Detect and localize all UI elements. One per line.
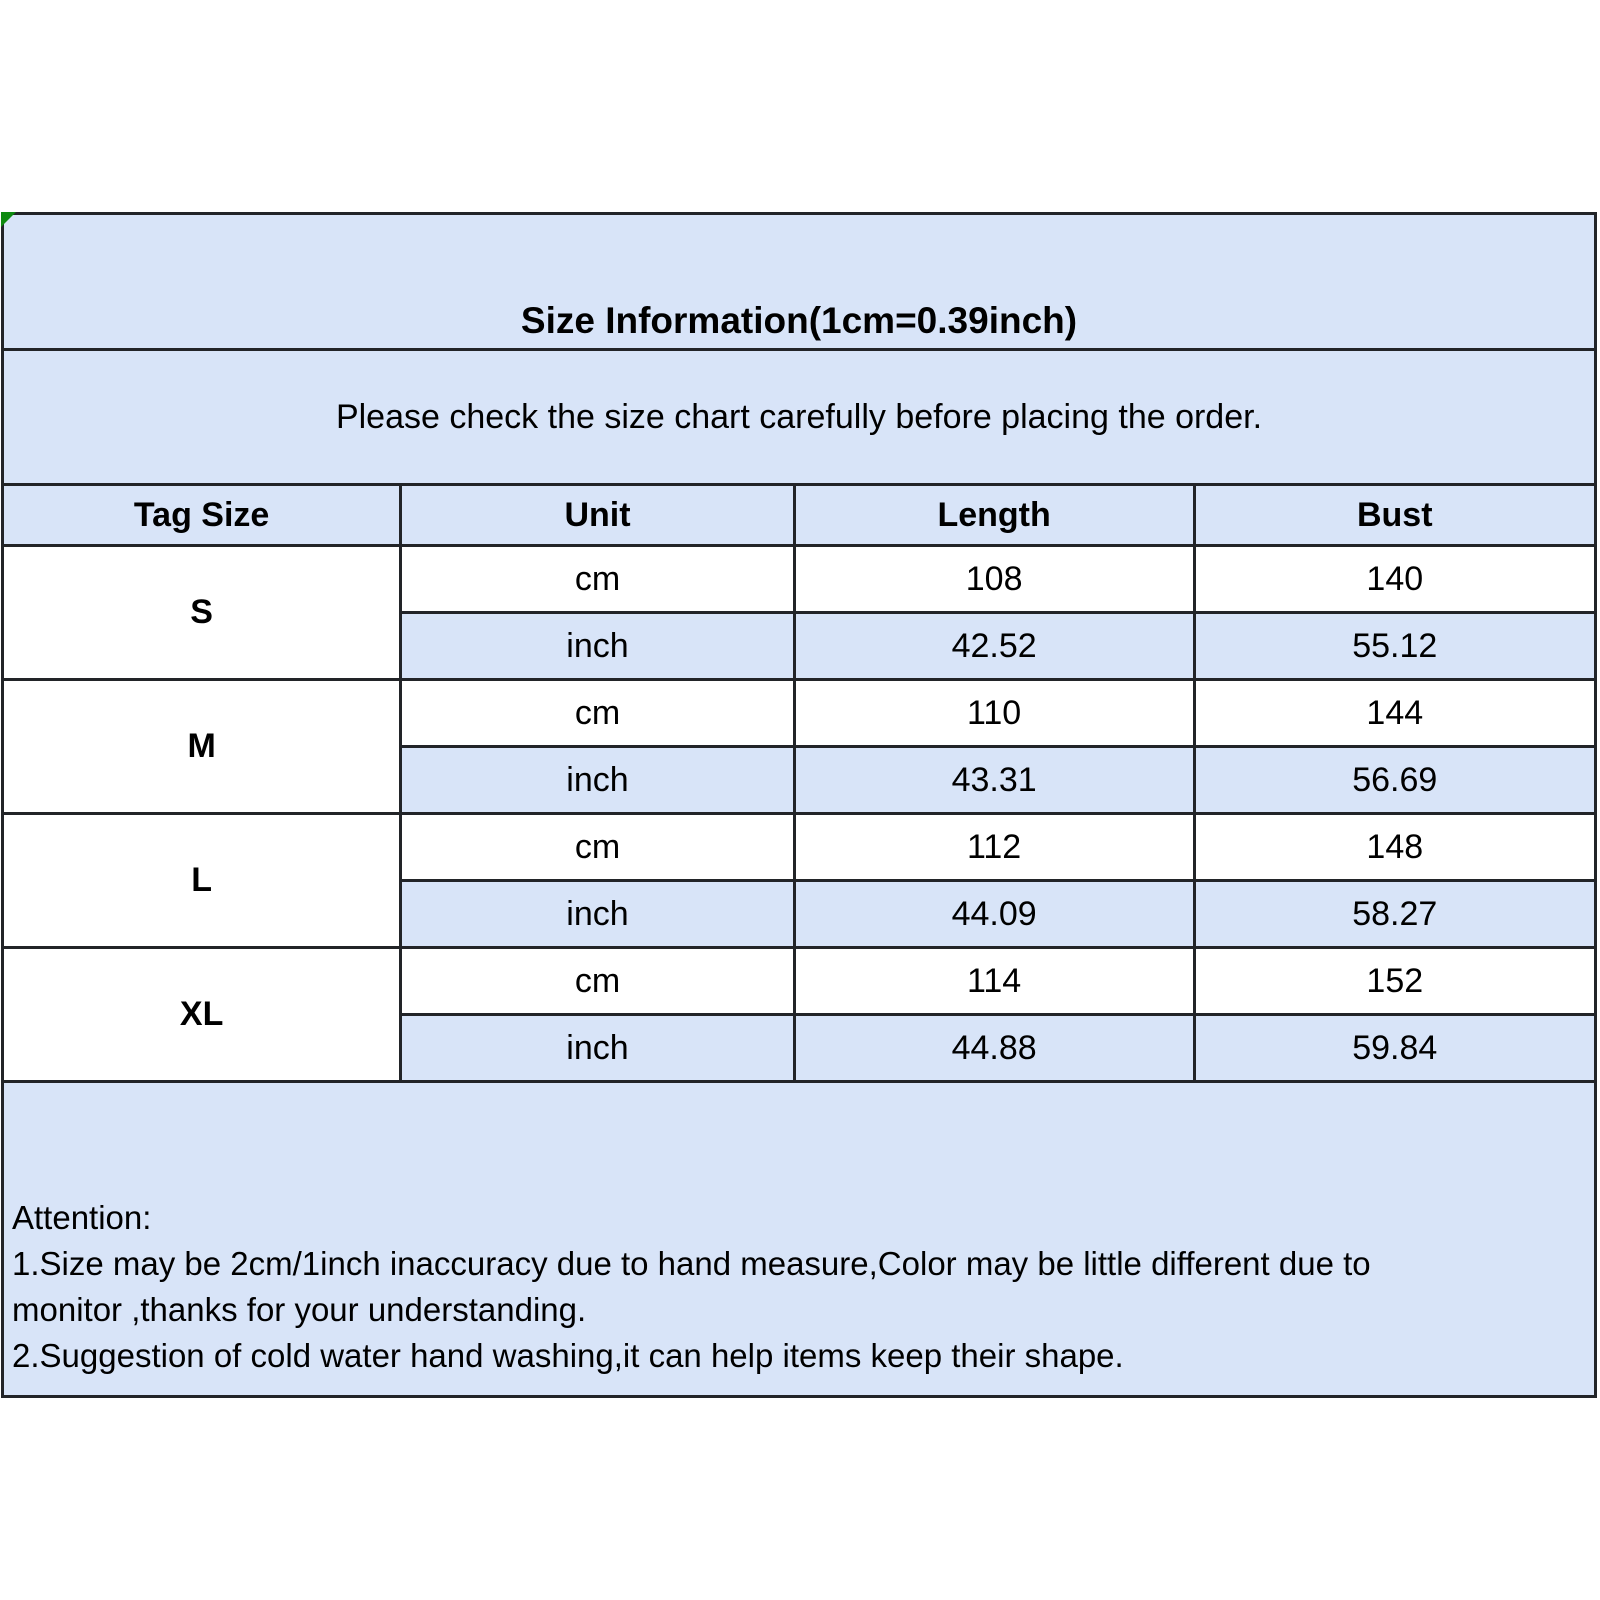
unit-cell: inch <box>401 613 794 680</box>
bust-cell: 148 <box>1194 814 1595 881</box>
length-cell: 110 <box>794 680 1194 747</box>
table-row-s-cm <box>3 546 1596 613</box>
unit-cell: inch <box>401 1015 794 1082</box>
attention-heading: Attention: <box>12 1199 152 1236</box>
unit-cell: inch <box>401 747 794 814</box>
column-header-length: Length <box>794 485 1194 546</box>
table-row-m-cm <box>3 680 1596 747</box>
column-header-unit: Unit <box>401 485 794 546</box>
tag-size-s: S <box>3 546 401 680</box>
unit-cell: cm <box>401 680 794 747</box>
attention-row <box>3 1082 1596 1397</box>
table-header-row <box>3 485 1596 546</box>
length-cell: 43.31 <box>794 747 1194 814</box>
unit-cell: cm <box>401 814 794 881</box>
unit-cell: cm <box>401 546 794 613</box>
size-chart-subtitle: Please check the size chart carefully before placing the order. <box>3 350 1596 485</box>
unit-cell: cm <box>401 948 794 1015</box>
column-header-bust: Bust <box>1194 485 1595 546</box>
attention-note-line-3: 2.Suggestion of cold water hand washing,it can help items keep their shape. <box>12 1337 1124 1374</box>
table-row-l-cm <box>3 814 1596 881</box>
bust-cell: 55.12 <box>1194 613 1595 680</box>
tag-size-xl: XL <box>3 948 401 1082</box>
bust-cell: 59.84 <box>1194 1015 1595 1082</box>
length-cell: 44.88 <box>794 1015 1194 1082</box>
length-cell: 114 <box>794 948 1194 1015</box>
tag-size-l: L <box>3 814 401 948</box>
bust-cell: 58.27 <box>1194 881 1595 948</box>
green-corner-marker-icon <box>1 212 16 227</box>
bust-cell: 152 <box>1194 948 1595 1015</box>
title-row <box>3 214 1596 350</box>
size-chart-table <box>1 212 1597 1398</box>
length-cell: 112 <box>794 814 1194 881</box>
length-cell: 108 <box>794 546 1194 613</box>
bust-cell: 140 <box>1194 546 1595 613</box>
attention-note-line-2: monitor ,thanks for your understanding. <box>12 1291 587 1328</box>
bust-cell: 56.69 <box>1194 747 1595 814</box>
length-cell: 44.09 <box>794 881 1194 948</box>
subtitle-row <box>3 350 1596 485</box>
length-cell: 42.52 <box>794 613 1194 680</box>
column-header-tag-size: Tag Size <box>3 485 401 546</box>
tag-size-m: M <box>3 680 401 814</box>
unit-cell: inch <box>401 881 794 948</box>
attention-note-line-1: 1.Size may be 2cm/1inch inaccuracy due to hand measure,Color may be little different due to <box>12 1245 1371 1282</box>
size-chart-title: Size Information(1cm=0.39inch) <box>3 214 1596 350</box>
bust-cell: 144 <box>1194 680 1595 747</box>
table-row-xl-cm <box>3 948 1596 1015</box>
attention-note <box>3 1082 1596 1397</box>
